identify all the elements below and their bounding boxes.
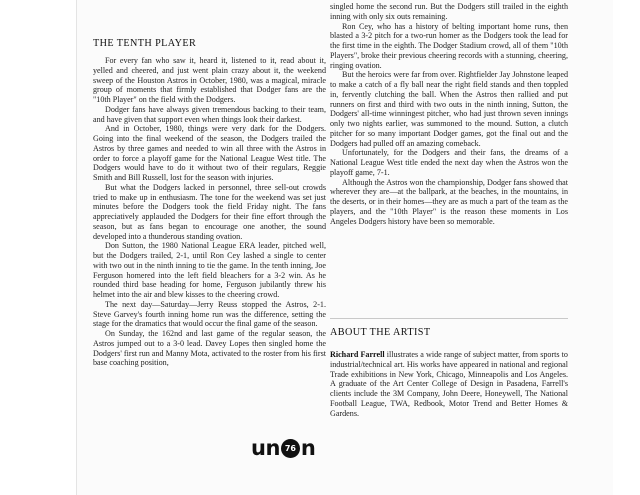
section-heading-tenth-player: THE TENTH PLAYER [93, 38, 197, 49]
paragraph: Dodger fans have always given tremendous backing to their team, and have given that support even when things look their darkest. [93, 104, 326, 124]
logo-76-badge: 76 [281, 439, 300, 458]
logo-text-end: n [300, 436, 316, 460]
paragraph: But the heroics were far from over. Rightfielder Jay Johnstone leaped to make a catch of a fly ball near the right field stands and then toppled in, fervently clutching the ball. When the Astros then rallied and put runners on first and third with two outs in the ninth inning, Sutton, the Dodgers' all-time winningest pitcher, who had just thrown seven innings only two nights earlier, was summoned to the mound. Sutton, a clutch pitcher for so many important Dodger games, got the final out and the Dodgers had pulled off an amazing comeback. [330, 70, 568, 148]
paragraph: But what the Dodgers lacked in personnel, three sell-out crowds tried to make up in enthusiasm. The tone for the weekend was set just minutes before the Dodgers took the field Friday night. The fans appreciatively applauded the Dodgers for their fine effort through the season, but as fans began to encourage one another, the sound developed into a thunderous standing ovation. [93, 182, 326, 241]
paragraph: Don Sutton, the 1980 National League ERA leader, pitched well, but the Dodgers trailed, 2-1, until Ron Cey lashed a single to center with two out in the ninth inning to tie the game. In the tenth inning, Joe Ferguson homered into the left field bleachers for a 3-2 win. As he rounded third base heading for home, Ferguson jubilantly threw his helmet into the air and blew kisses to the cheering crowd. [93, 241, 326, 299]
union-76-logo [251, 437, 371, 459]
section-divider [330, 318, 568, 319]
artist-bio [330, 350, 568, 418]
artist-bio-text: illustrates a wide range of subject matter, from sports to industrial/technical art. His works have appeared in national and regional Trade exhibitions in New York, Chicago, Minneapolis and Los Angeles. A graduate of the Art Center College of Design in Pasadena, Farrell's clients include the 3M Company, John Deere, Honeywell, The National Football League, TWA, Redbook, Motor Trend and Better Homes & Gardens. [330, 350, 568, 418]
section-heading-about-artist: ABOUT THE ARTIST [330, 327, 431, 338]
artist-name: Richard Farrell [330, 350, 385, 359]
paragraph: Unfortunately, for the Dodgers and their fans, the dreams of a National League West title ended the next day when the Astros won the playoff game, 7-1. [330, 148, 568, 177]
left-column [93, 56, 326, 368]
paragraph: On Sunday, the 162nd and last game of the regular season, the Astros jumped out to a 3-0 lead. Davey Lopes then singled home the Dodgers' first run and Manny Mota, activated to the roster from his first base coaching position, [93, 329, 326, 368]
artist-bio-paragraph [330, 350, 568, 418]
paragraph: singled home the second run. But the Dodgers still trailed in the eighth inning with only six outs remaining. [330, 2, 568, 21]
right-column [330, 2, 568, 226]
paragraph: The next day—Saturday—Jerry Reuss stopped the Astros, 2-1. Steve Garvey's fourth inning home run was the difference, setting the stage for the dramatics that would occur the final game of the season. [93, 299, 326, 329]
document-page [77, 0, 613, 495]
logo-text-start: un [251, 436, 280, 460]
paragraph: Although the Astros won the championship, Dodger fans showed that wherever they are—at the ballpark, at the beaches, in the mountains, in the deserts, or in their homes—they are as much a part of the team as the players, and the "10th Player" is the reason these moments in Los Angeles Dodgers history have been so memorable. [330, 177, 568, 226]
paragraph: And in October, 1980, things were very dark for the Dodgers. Going into the final weekend of the season, the Dodgers trailed the Astros by three games and needed to win all three with the Astros in order to force a playoff game for the National League West title. The Dodgers would have to do it without two of their regulars, Reggie Smith and Bill Russell, lost for the season with injuries. [93, 124, 326, 182]
paragraph: For every fan who saw it, heard it, listened to it, read about it, yelled and cheered, and just went plain crazy about it, the weekend sweep of the Houston Astros in October, 1980, was a magical, miracle group of moments that firmly established that Dodger fans are the "10th Player" on the field with the Dodgers. [93, 56, 326, 104]
paragraph: Ron Cey, who has a history of belting important home runs, then blasted a 3-2 pitch for a two-run homer as the Dodgers took the lead for the first time in the eighth. The Dodger Stadium crowd, all of them "10th Players", broke their previous cheering records with a stunning, cheering, ringing ovation. [330, 21, 568, 70]
